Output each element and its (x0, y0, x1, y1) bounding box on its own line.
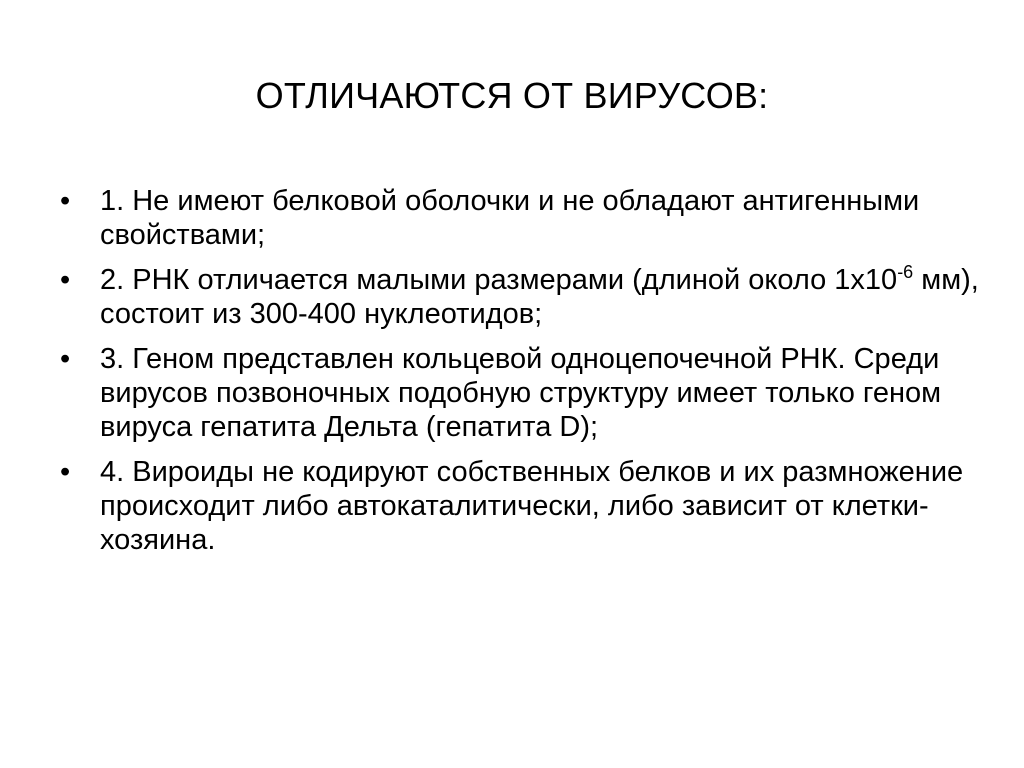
bullet-marker: • (60, 185, 71, 217)
bullet-text-after: мм), состоит из 300-400 нуклеотидов; (100, 264, 979, 330)
bullet-text: 1. Не имеют белковой оболочки и не обладают антигенными свойствами; (100, 185, 920, 251)
bullet-marker: • (60, 456, 71, 488)
bullet-text: 4. Вироиды не кодируют собственных белков и их размножение происходит либо автокаталитически, либо зависит от клетки-хозяина. (100, 456, 964, 556)
exponent: -6 (897, 262, 914, 282)
bullet-marker: • (60, 264, 71, 296)
bullet-item-2 (60, 263, 980, 331)
bullet-item-3 (60, 342, 980, 444)
slide-title: ОТЛИЧАЮТСЯ ОТ ВИРУСОВ: (255, 75, 769, 116)
bullet-text: 3. Геном представлен кольцевой одноцепочечной РНК. Среди вирусов позвоночных подобную структуру имеет только геном вируса гепатита Дельта (гепатита D); (100, 343, 942, 443)
bullet-text-before: 2. РНК отличается малыми размерами (длиной около 1x10 (100, 264, 898, 296)
bullet-list (60, 184, 980, 568)
bullet-text (100, 264, 979, 330)
bullet-item-1 (60, 184, 980, 252)
bullet-marker: • (60, 343, 71, 375)
bullet-item-4 (60, 455, 980, 557)
